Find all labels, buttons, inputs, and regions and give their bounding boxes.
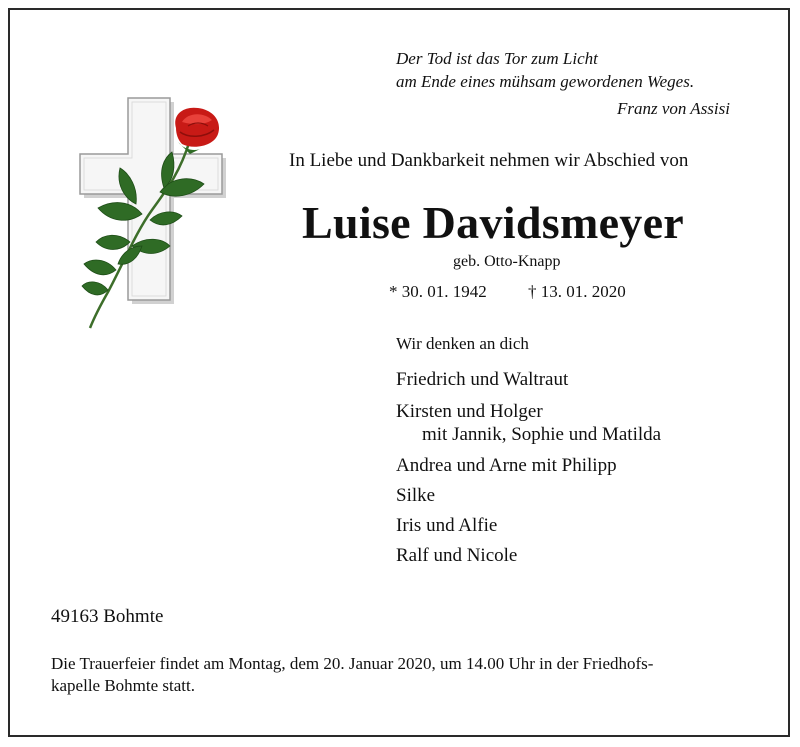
mourner-entry: Friedrich und Waltraut [396,369,569,390]
deceased-name: Luise Davidsmeyer [302,197,685,248]
mourner-entry: Ralf und Nicole [396,545,518,566]
death-date: † 13. 01. 2020 [528,282,626,301]
mourners-heading: Wir denken an dich [396,334,529,353]
mourner-entry: Silke [396,485,436,506]
maiden-name: geb. Otto-Knapp [453,253,561,270]
mourner-entry: Andrea und Arne mit Philipp [396,455,617,476]
quote-line-1: Der Tod ist das Tor zum Licht [396,49,598,68]
birth-date: * 30. 01. 1942 [389,282,487,301]
mourner-entry-children: mit Jannik, Sophie und Matilda [422,424,662,445]
mourner-entry: Iris und Alfie [396,515,498,536]
funeral-info-line-1: Die Trauerfeier findet am Montag, dem 20. Januar 2020, um 14.00 Uhr in der Friedhofs- [51,654,654,673]
intro-text: In Liebe und Dankbarkeit nehmen wir Abschied von [289,150,689,171]
funeral-info-line-2: kapelle Bohmte statt. [51,676,195,695]
cross-with-rose-icon [72,92,232,332]
mourner-entry: Kirsten und Holger [396,401,543,422]
quote-author: Franz von Assisi [616,99,730,118]
quote-line-2: am Ende eines mühsam gewordenen Weges. [396,72,695,91]
location: 49163 Bohmte [51,606,164,627]
